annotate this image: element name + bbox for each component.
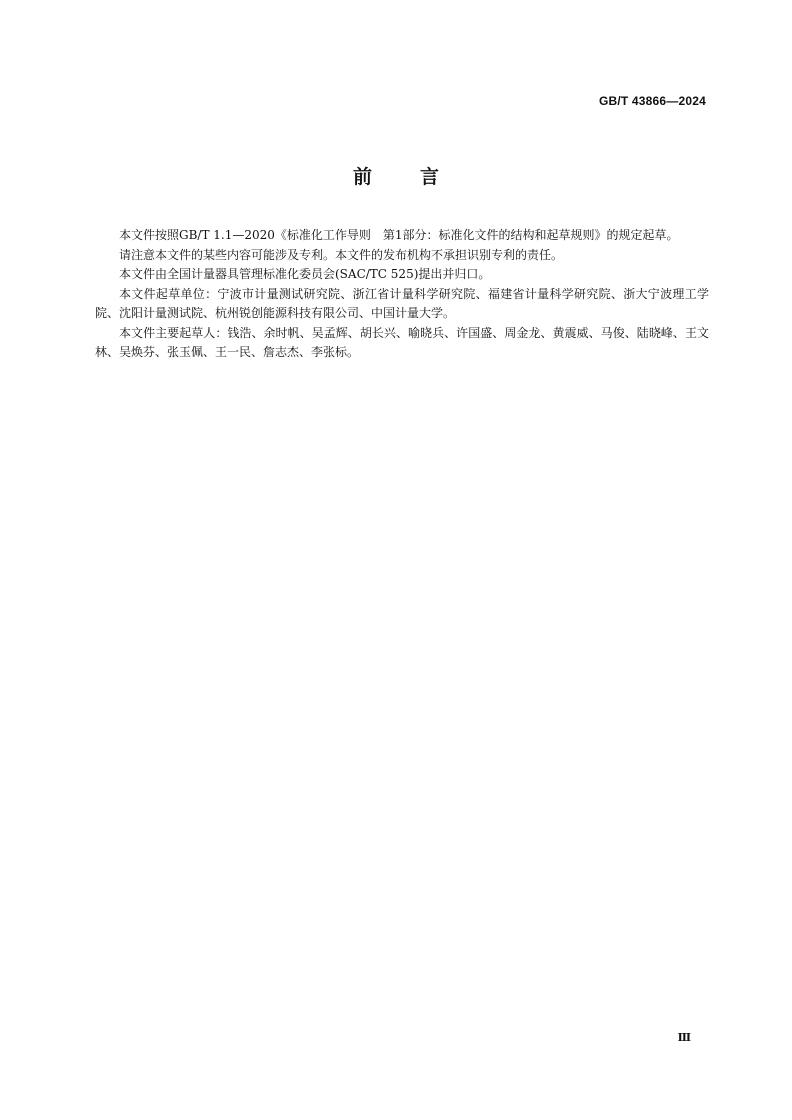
paragraph-drafters: 本文件主要起草人：钱浩、余时帆、吴孟辉、胡长兴、喻晓兵、许国盛、周金龙、黄震威、马俊、陆晓峰、王文林、吴焕芬、张玉佩、王一民、詹志杰、李张标。: [95, 325, 709, 359]
title-char-2: 言: [420, 166, 440, 188]
foreword-body: [95, 226, 709, 363]
page-title: [0, 162, 792, 189]
paragraph-drafting-units: 本文件起草单位：宁波市计量测试研究院、浙江省计量科学研究院、福建省计量科学研究院、浙大宁波理工学院、沈阳计量测试院、杭州锐创能源科技有限公司、中国计量大学。: [95, 286, 709, 320]
title-char-1: 前: [352, 166, 372, 188]
paragraph-patent-notice: 请注意本文件的某些内容可能涉及专利。本文件的发布机构不承担识别专利的责任。: [119, 247, 564, 262]
standard-code: GB/T 43866—2024: [598, 94, 706, 108]
page-number: Ⅲ: [677, 1031, 691, 1044]
paragraph-drafting-rules: 本文件按照GB/T 1.1—2020《标准化工作导则 第1部分：标准化文件的结构和起草规则》的规定起草。: [119, 228, 679, 242]
paragraph-proposed-by: 本文件由全国计量器具管理标准化委员会(SAC/TC 525)提出并归口。: [119, 267, 491, 281]
